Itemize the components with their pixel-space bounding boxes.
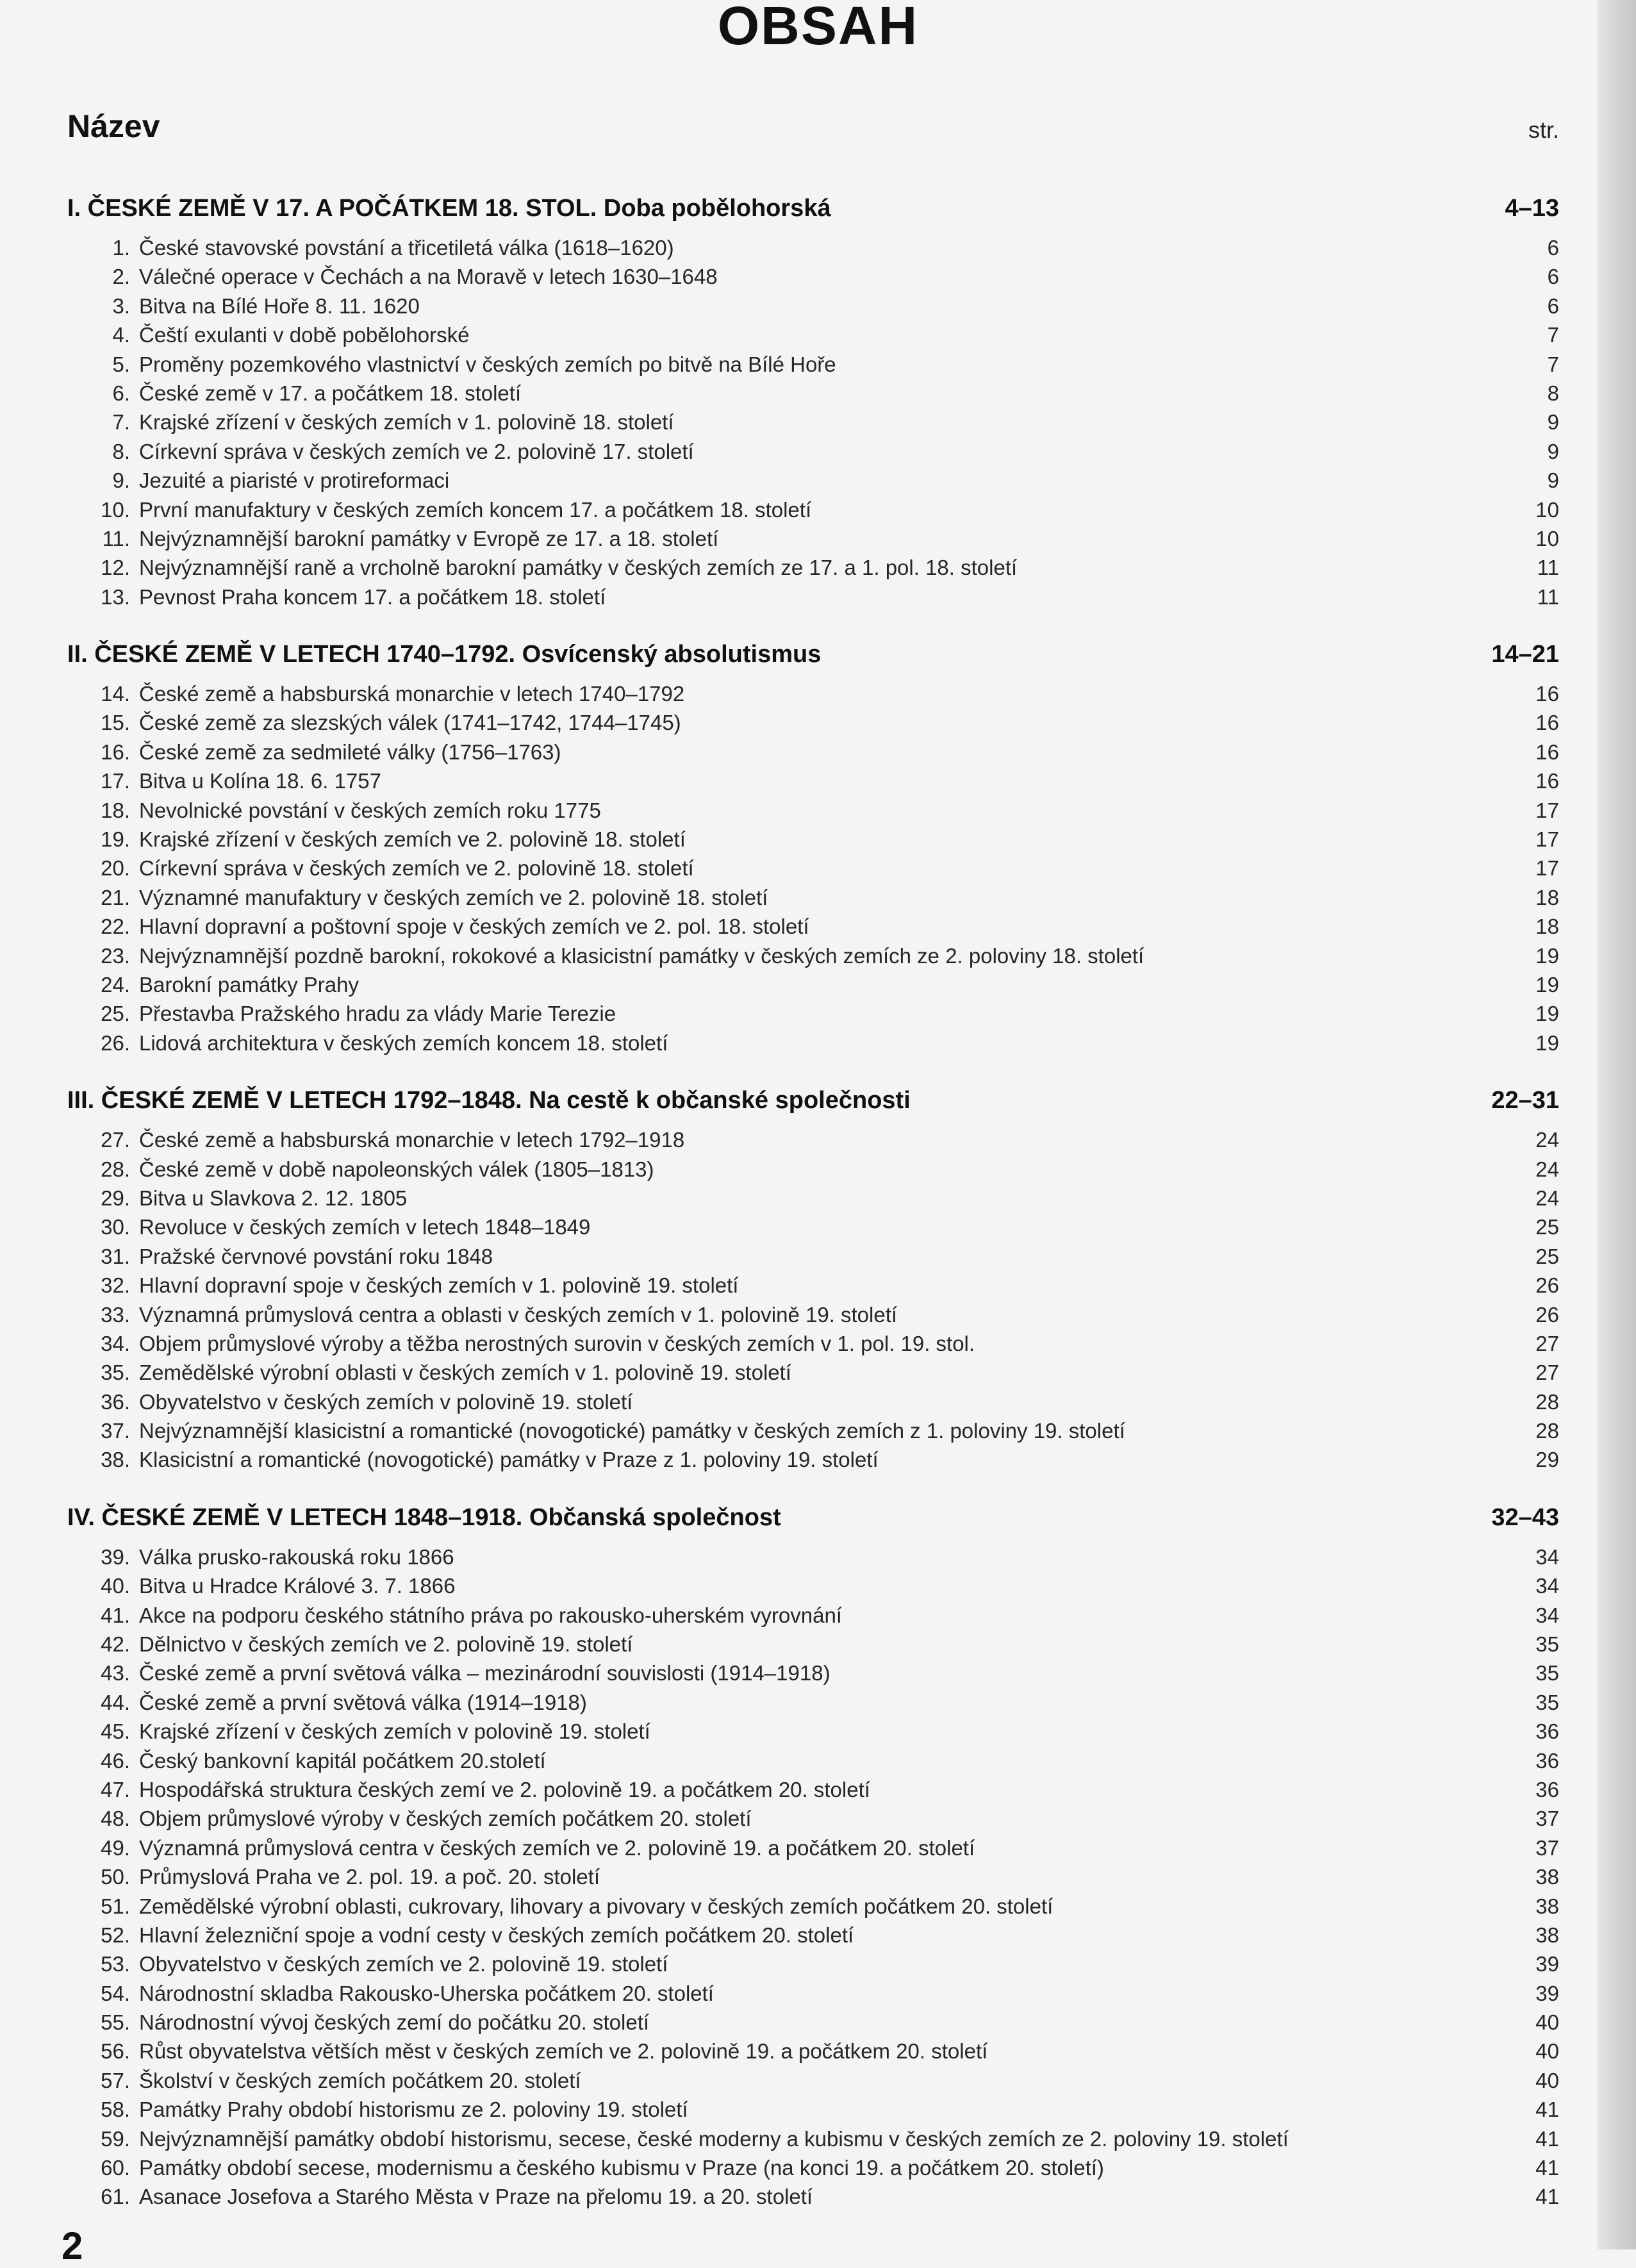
entry-page: 7 [1547, 352, 1559, 376]
entry-page: 6 [1547, 265, 1559, 289]
entry-page: 34 [1535, 1603, 1559, 1627]
entry-title: Objem průmyslové výroby v českých zemích počátkem 20. století [139, 1807, 752, 1831]
column-header [67, 108, 1559, 146]
entry-title: Nejvýznamnější raně a vrcholně barokní památky v českých zemích ze 17. a 1. pol. 18. století [139, 556, 1018, 580]
entry-number: 23. [101, 943, 130, 968]
entry-number: 28. [101, 1157, 130, 1181]
entry-number: 22. [101, 915, 130, 939]
entry-page: 27 [1535, 1331, 1559, 1355]
entry-number: 26. [101, 1031, 130, 1055]
section-gap [67, 1473, 1559, 1499]
entry-title: První manufaktury v českých zemích koncem 17. a počátkem 18. století [139, 497, 812, 522]
entry-title: Nevolnické povstání v českých zemích roku 1775 [139, 798, 601, 822]
entry-number: 36. [101, 1389, 130, 1414]
entry-page: 29 [1535, 1448, 1559, 1472]
page-title: OBSAH [717, 0, 919, 56]
entry-page: 11 [1537, 584, 1559, 609]
table-of-contents [67, 190, 1559, 2210]
entry-title: Školství v českých zemích počátkem 20. století [139, 2068, 581, 2092]
toc-entry [67, 1891, 1559, 1919]
entry-page: 17 [1535, 856, 1559, 881]
entry-title: Bitva u Hradce Králové 3. 7. 1866 [139, 1574, 456, 1598]
entry-title: Barokní památky Prahy [139, 972, 359, 997]
entry-page: 39 [1535, 1981, 1559, 2005]
entry-title: Obyvatelstvo v českých zemích ve 2. polovině 19. století [139, 1952, 668, 1976]
page-number: 2 [62, 2224, 83, 2267]
entry-number: 39. [101, 1544, 130, 1569]
entry-page: 34 [1535, 1574, 1559, 1598]
toc-entry [67, 882, 1559, 911]
toc-entry [67, 707, 1559, 736]
toc-entry [67, 1241, 1559, 1270]
toc-entry [67, 1628, 1559, 1657]
entry-page: 6 [1547, 236, 1559, 260]
section-heading [67, 190, 1559, 228]
entry-number: 17. [101, 769, 130, 793]
entry-title: Národnostní vývoj českých zemí do počátku 20. století [139, 2010, 650, 2035]
entry-title: Český bankovní kapitál počátkem 20.století [139, 1748, 546, 1773]
entry-number: 13. [101, 584, 130, 609]
entry-page: 19 [1535, 972, 1559, 997]
entry-page: 24 [1535, 1157, 1559, 1181]
entry-number: 45. [101, 1719, 130, 1744]
entry-title: Hlavní dopravní a poštovní spoje v českých zemích ve 2. pol. 18. století [139, 915, 809, 939]
entry-page: 25 [1535, 1244, 1559, 1268]
toc-entry [67, 1687, 1559, 1716]
toc-entry [67, 377, 1559, 406]
entry-number: 21. [101, 885, 130, 909]
entry-page: 18 [1535, 915, 1559, 939]
section-gap [67, 1056, 1559, 1082]
entry-page: 24 [1535, 1186, 1559, 1210]
entry-title: Krajské zřízení v českých zemích ve 2. polovině 18. století [139, 827, 686, 852]
entry-page: 38 [1535, 1894, 1559, 1918]
toc-entry [67, 2007, 1559, 2035]
toc-entry [67, 290, 1559, 319]
entry-title: Dělnictvo v českých zemích ve 2. polovině 19. století [139, 1632, 633, 1657]
page-edge-shadow [1598, 0, 1636, 2249]
entry-number: 30. [101, 1215, 130, 1239]
entry-number: 15. [101, 711, 130, 735]
entry-number: 40. [101, 1574, 130, 1598]
entry-page: 41 [1535, 2098, 1559, 2122]
entry-title: Památky Prahy období historismu ze 2. poloviny 19. století [139, 2098, 688, 2122]
entry-page: 41 [1535, 2185, 1559, 2209]
entry-page: 10 [1535, 497, 1559, 522]
toc-entry [67, 1299, 1559, 1328]
entry-number: 58. [101, 2098, 130, 2122]
entry-number: 43. [101, 1661, 130, 1685]
section-heading [67, 636, 1559, 674]
entry-number: 61. [101, 2185, 130, 2209]
entry-page: 37 [1535, 1835, 1559, 1860]
entry-number: 1. [112, 236, 130, 260]
entry-page: 16 [1535, 740, 1559, 764]
entry-number: 27. [101, 1128, 130, 1152]
entry-page: 17 [1535, 827, 1559, 852]
toc-entry [67, 2123, 1559, 2152]
entry-page: 25 [1535, 1215, 1559, 1239]
entry-number: 54. [101, 1981, 130, 2005]
entry-title: Pevnost Praha koncem 17. a počátkem 18. století [139, 584, 606, 609]
toc-entry [67, 523, 1559, 552]
entry-number: 34. [101, 1331, 130, 1355]
entry-page: 26 [1535, 1273, 1559, 1298]
entry-page: 36 [1535, 1719, 1559, 1744]
entry-page: 28 [1535, 1419, 1559, 1443]
entry-page: 16 [1535, 769, 1559, 793]
toc-entry [67, 998, 1559, 1027]
entry-number: 18. [101, 798, 130, 822]
entry-title: České stavovské povstání a třicetiletá válka (1618–1620) [139, 236, 674, 260]
toc-entry [67, 2181, 1559, 2210]
entry-number: 35. [101, 1361, 130, 1385]
entry-title: Významné manufaktury v českých zemích ve 2. polovině 18. století [139, 885, 768, 909]
toc-entry [67, 1124, 1559, 1153]
entry-title: Církevní správa v českých zemích ve 2. polovině 17. století [139, 439, 694, 463]
entry-title: Válečné operace v Čechách a na Moravě v letech 1630–1648 [139, 265, 718, 289]
toc-entry [67, 1600, 1559, 1628]
entry-title: České země za slezských válek (1741–1742, 1744–1745) [139, 711, 681, 735]
entry-number: 12. [101, 556, 130, 580]
entry-page: 26 [1535, 1302, 1559, 1327]
entry-number: 56. [101, 2039, 130, 2064]
entry-number: 60. [101, 2156, 130, 2180]
entry-title: Válka prusko-rakouská roku 1866 [139, 1544, 454, 1569]
entry-title: Klasicistní a romantické (novogotické) památky v Praze z 1. poloviny 19. století [139, 1448, 879, 1472]
entry-page: 35 [1535, 1661, 1559, 1685]
entry-title: České země a první světová válka – mezinárodní souvislosti (1914–1918) [139, 1661, 830, 1685]
toc-entry [67, 1861, 1559, 1890]
entry-number: 8. [112, 439, 130, 463]
entry-page: 19 [1535, 943, 1559, 968]
entry-page: 7 [1547, 323, 1559, 347]
toc-entry [67, 1803, 1559, 1832]
entry-number: 41. [101, 1603, 130, 1627]
entry-number: 52. [101, 1923, 130, 1947]
toc-entry [67, 1657, 1559, 1686]
entry-number: 19. [101, 827, 130, 852]
toc-entry [67, 940, 1559, 969]
entry-title: České země a habsburská monarchie v letech 1792–1918 [139, 1128, 685, 1152]
toc-entry [67, 349, 1559, 377]
entry-number: 20. [101, 856, 130, 881]
toc-entry [67, 969, 1559, 998]
entry-number: 5. [112, 352, 130, 376]
entry-number: 50. [101, 1865, 130, 1889]
entry-number: 7. [112, 410, 130, 435]
entry-number: 44. [101, 1690, 130, 1714]
entry-number: 31. [101, 1244, 130, 1268]
entry-title: Hospodářská struktura českých zemí ve 2. polovině 19. a počátkem 20. století [139, 1777, 870, 1801]
entry-page: 16 [1535, 711, 1559, 735]
toc-entry [67, 1270, 1559, 1298]
toc-entry [67, 552, 1559, 581]
entry-page: 40 [1535, 2010, 1559, 2035]
entry-page: 16 [1535, 682, 1559, 706]
entry-title: České země v 17. a počátkem 18. století [139, 381, 522, 405]
entry-title: Památky období secese, modernismu a českého kubismu v Praze (na konci 19. a počátkem 20. století) [139, 2156, 1104, 2180]
toc-entry [67, 1832, 1559, 1861]
toc-entry [67, 1541, 1559, 1570]
toc-entry [67, 581, 1559, 610]
entry-title: Asanace Josefova a Starého Města v Praze na přelomu 19. a 20. století [139, 2185, 813, 2209]
entry-title: Přestavba Pražského hradu za vlády Marie Terezie [139, 1002, 616, 1026]
entry-page: 9 [1547, 468, 1559, 493]
toc-entry [67, 765, 1559, 794]
entry-title: České země za sedmileté války (1756–1763) [139, 740, 561, 764]
toc-entry [67, 1211, 1559, 1240]
entry-title: Bitva u Kolína 18. 6. 1757 [139, 769, 381, 793]
entry-number: 51. [101, 1894, 130, 1918]
toc-entry [67, 1182, 1559, 1211]
entry-number: 57. [101, 2068, 130, 2092]
entry-number: 33. [101, 1302, 130, 1327]
toc-entry [67, 2035, 1559, 2064]
entry-number: 24. [101, 972, 130, 997]
entry-number: 47. [101, 1777, 130, 1801]
entry-title: Čeští exulanti v době pobělohorské [139, 323, 470, 347]
toc-entry [67, 852, 1559, 881]
entry-page: 18 [1535, 885, 1559, 909]
entry-title: Lidová architektura v českých zemích koncem 18. století [139, 1031, 668, 1055]
entry-title: Církevní správa v českých zemích ve 2. polovině 18. století [139, 856, 694, 881]
column-header-name: Název [67, 108, 160, 144]
entry-page: 9 [1547, 439, 1559, 463]
entry-page: 24 [1535, 1128, 1559, 1152]
entry-title: Nejvýznamnější barokní památky v Evropě ze 17. a 18. století [139, 526, 719, 550]
entry-title: Akce na podporu českého státního práva po rakousko-uherském vyrovnání [139, 1603, 842, 1627]
section-heading [67, 1082, 1559, 1120]
entry-page: 6 [1547, 294, 1559, 318]
entry-number: 11. [102, 526, 130, 550]
entry-number: 10. [101, 497, 130, 522]
entry-page: 36 [1535, 1748, 1559, 1773]
entry-title: Průmyslová Praha ve 2. pol. 19. a poč. 20. století [139, 1865, 600, 1889]
entry-title: Růst obyvatelstva větších měst v českých zemích ve 2. polovině 19. a počátkem 20. století [139, 2039, 988, 2064]
toc-entry [67, 232, 1559, 261]
toc-entry [67, 436, 1559, 465]
toc-entry [67, 1716, 1559, 1744]
entry-title: Národnostní skladba Rakousko-Uherska počátkem 20. století [139, 1981, 714, 2005]
entry-page: 38 [1535, 1923, 1559, 1947]
entry-title: Zemědělské výrobní oblasti v českých zemích v 1. polovině 19. století [139, 1361, 791, 1385]
entry-title: Hlavní železniční spoje a vodní cesty v českých zemích počátkem 20. století [139, 1923, 854, 1947]
entry-title: Bitva u Slavkova 2. 12. 1805 [139, 1186, 408, 1210]
entry-page: 40 [1535, 2068, 1559, 2092]
toc-entry [67, 1328, 1559, 1357]
entry-number: 42. [101, 1632, 130, 1657]
entry-number: 29. [101, 1186, 130, 1210]
entry-title: České země a habsburská monarchie v letech 1740–1792 [139, 682, 685, 706]
section-title: III. ČESKÉ ZEMĚ V LETECH 1792–1848. Na cestě k občanské společnosti [67, 1087, 911, 1114]
column-header-page: str. [1528, 117, 1559, 143]
entry-page: 19 [1535, 1031, 1559, 1055]
entry-title: Obyvatelstvo v českých zemích v polovině 19. století [139, 1389, 633, 1414]
entry-number: 4. [112, 323, 130, 347]
entry-number: 48. [101, 1807, 130, 1831]
entry-title: Jezuité a piaristé v protireformaci [139, 468, 450, 493]
toc-entry [67, 1745, 1559, 1774]
entry-title: Hlavní dopravní spoje v českých zemích v 1. polovině 19. století [139, 1273, 739, 1298]
toc-entry [67, 1357, 1559, 1386]
entry-page: 10 [1535, 526, 1559, 550]
entry-number: 53. [101, 1952, 130, 1976]
entry-page: 28 [1535, 1389, 1559, 1414]
entry-number: 6. [112, 381, 130, 405]
entry-title: Revoluce v českých zemích v letech 1848–1849 [139, 1215, 591, 1239]
entry-page: 8 [1547, 381, 1559, 405]
entry-title: České země a první světová válka (1914–1918) [139, 1690, 587, 1714]
entry-number: 16. [101, 740, 130, 764]
entry-page: 27 [1535, 1361, 1559, 1385]
entry-number: 37. [101, 1419, 130, 1443]
entry-number: 9. [112, 468, 130, 493]
section-pages: 32–43 [1491, 1503, 1559, 1531]
entry-number: 25. [101, 1002, 130, 1026]
entry-page: 39 [1535, 1952, 1559, 1976]
entry-title: Významná průmyslová centra a oblasti v českých zemích v 1. polovině 19. století [139, 1302, 898, 1327]
entry-page: 35 [1535, 1632, 1559, 1657]
toc-entry [67, 261, 1559, 290]
entry-page: 41 [1535, 2156, 1559, 2180]
entry-title: Proměny pozemkového vlastnictví v českých zemích po bitvě na Bílé Hoře [139, 352, 836, 376]
toc-entry [67, 1948, 1559, 1977]
entry-number: 2. [112, 265, 130, 289]
entry-page: 37 [1535, 1807, 1559, 1831]
entry-number: 55. [101, 2010, 130, 2035]
toc-entry [67, 795, 1559, 824]
toc-entry [67, 911, 1559, 939]
entry-page: 9 [1547, 410, 1559, 435]
entry-page: 17 [1535, 798, 1559, 822]
entry-title: Nejvýznamnější pozdně barokní, rokokové a klasicistní památky v českých zemích ze 2. poloviny 18. století [139, 943, 1144, 968]
toc-entry [67, 319, 1559, 348]
entry-title: Objem průmyslové výroby a těžba nerostných surovin v českých zemích v 1. pol. 19. stol. [139, 1331, 975, 1355]
toc-entry [67, 678, 1559, 707]
entry-title: Významná průmyslová centra v českých zemích ve 2. polovině 19. a počátkem 20. století [139, 1835, 975, 1860]
toc-entry [67, 465, 1559, 493]
entry-number: 49. [101, 1835, 130, 1860]
toc-entry [67, 1386, 1559, 1415]
toc-entry [67, 2094, 1559, 2123]
section-pages: 22–31 [1491, 1087, 1559, 1114]
toc-entry [67, 406, 1559, 435]
toc-entry [67, 1978, 1559, 2007]
section-pages: 4–13 [1505, 195, 1559, 222]
section-title: IV. ČESKÉ ZEMĚ V LETECH 1848–1918. Občanská společnost [67, 1503, 781, 1531]
section-heading [67, 1499, 1559, 1537]
toc-entry [67, 1444, 1559, 1473]
toc-entry [67, 1919, 1559, 1948]
entry-title: Nejvýznamnější klasicistní a romantické (novogotické) památky v českých zemích z 1. poloviny 19. století [139, 1419, 1125, 1443]
entry-title: Pražské červnové povstání roku 1848 [139, 1244, 493, 1268]
toc-entry [67, 2065, 1559, 2094]
entry-number: 59. [101, 2126, 130, 2151]
toc-entry [67, 1774, 1559, 1803]
entry-page: 41 [1535, 2126, 1559, 2151]
toc-entry [67, 1154, 1559, 1182]
entry-number: 14. [101, 682, 130, 706]
toc-entry [67, 1027, 1559, 1056]
toc-entry [67, 1570, 1559, 1599]
entry-title: Bitva na Bílé Hoře 8. 11. 1620 [139, 294, 420, 318]
entry-page: 35 [1535, 1690, 1559, 1714]
toc-entry [67, 824, 1559, 852]
entry-number: 32. [101, 1273, 130, 1298]
section-title: II. ČESKÉ ZEMĚ V LETECH 1740–1792. Osvícenský absolutismus [67, 641, 822, 668]
section-pages: 14–21 [1491, 641, 1559, 668]
entry-page: 34 [1535, 1544, 1559, 1569]
toc-entry [67, 736, 1559, 765]
toc-entry [67, 494, 1559, 523]
entry-page: 38 [1535, 1865, 1559, 1889]
entry-title: Nejvýznamnější památky období historismu, secese, české moderny a kubismu v českých zemích ze 2. poloviny 19. století [139, 2126, 1289, 2151]
entry-page: 36 [1535, 1777, 1559, 1801]
toc-entry [67, 2152, 1559, 2181]
entry-page: 19 [1535, 1002, 1559, 1026]
toc-entry [67, 1415, 1559, 1444]
entry-page: 11 [1537, 556, 1559, 580]
entry-title: Krajské zřízení v českých zemích v 1. polovině 18. století [139, 410, 674, 435]
entry-number: 46. [101, 1748, 130, 1773]
entry-number: 3. [112, 294, 130, 318]
entry-number: 38. [101, 1448, 130, 1472]
entry-page: 40 [1535, 2039, 1559, 2064]
entry-title: Zemědělské výrobní oblasti, cukrovary, lihovary a pivovary v českých zemích počátkem 20. století [139, 1894, 1053, 1918]
entry-title: České země v době napoleonských válek (1805–1813) [139, 1157, 654, 1181]
section-title: I. ČESKÉ ZEMĚ V 17. A POČÁTKEM 18. STOL. Doba pobělohorská [67, 195, 831, 222]
entry-title: Krajské zřízení v českých zemích v polovině 19. století [139, 1719, 650, 1744]
section-gap [67, 610, 1559, 636]
